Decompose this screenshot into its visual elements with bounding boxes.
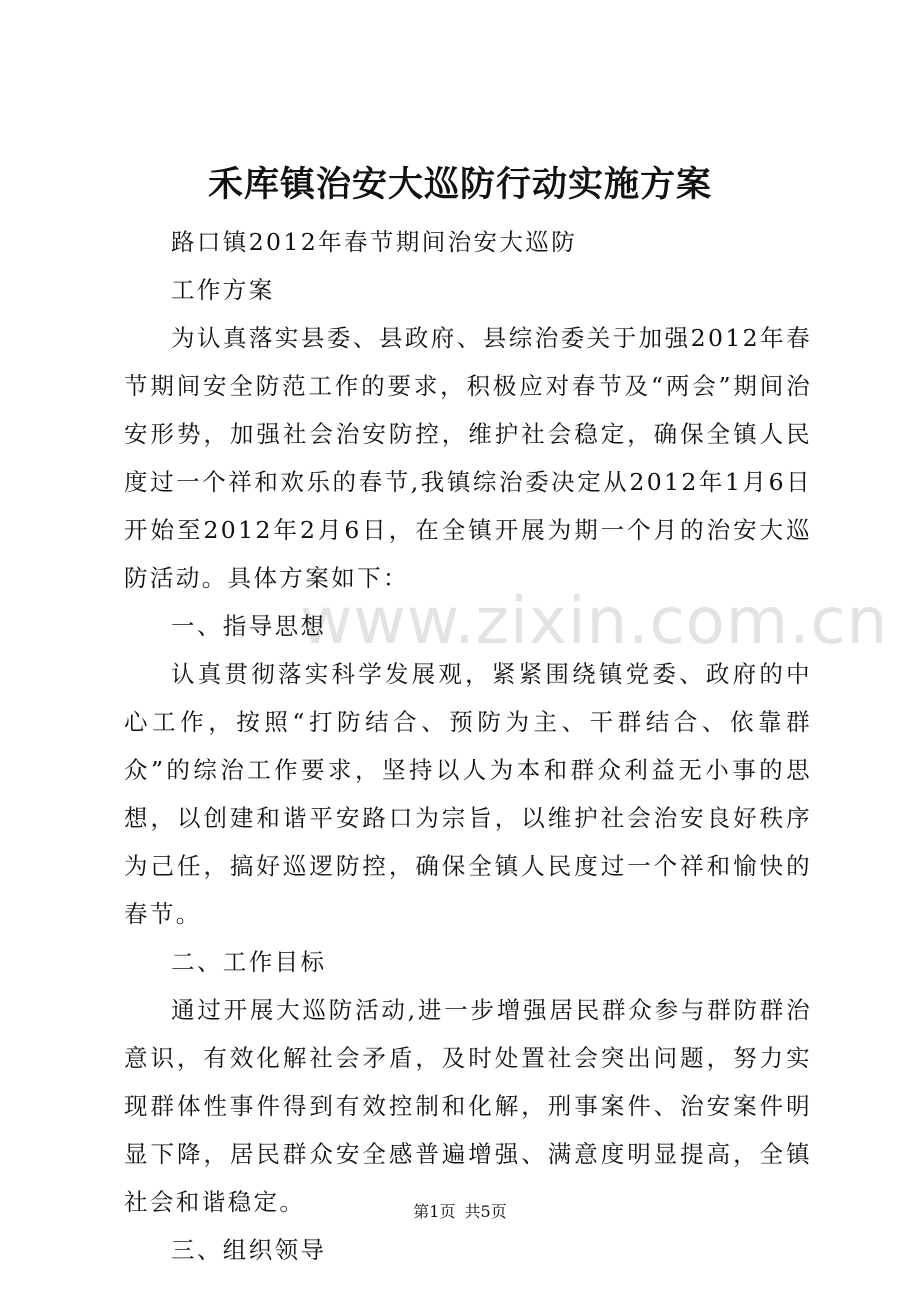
page-total: 共5页 xyxy=(464,1202,507,1221)
section-heading-3: 三、组织领导 xyxy=(171,1236,327,1264)
section-heading-2: 二、工作目标 xyxy=(171,948,327,976)
section-heading-1: 一、指导思想 xyxy=(171,612,327,640)
page-number: 第1页 xyxy=(413,1202,456,1221)
section-1-paragraph: 认真贯彻落实科学发展观，紧紧围绕镇党委、政府的中心工作，按照“打防结合、预防为主、干群结合、依靠群众”的综治工作要求，坚持以人为本和群众利益无小事的思想，以创建和谐平安路口为宗旨，以维护社会治安良好秩序为己任，搞好巡逻防控，确保全镇人民度过一个祥和愉快的春节。 xyxy=(124,660,812,928)
document-body xyxy=(124,218,812,1274)
intro-paragraph: 为认真落实县委、县政府、县综治委关于加强2012年春节期间安全防范工作的要求，积极应对春节及“两会”期间治安形势，加强社会治安防控，维护社会稳定，确保全镇人民度过一个祥和欢乐的春节,我镇综治委决定从2012年1月6日开始至2012年2月6日，在全镇开展为期一个月的治安大巡防活动。具体方案如下： xyxy=(124,324,812,592)
watermark: www.zixin.com.cn xyxy=(300,585,889,659)
document-title: 禾库镇治安大巡防行动实施方案 xyxy=(207,164,712,205)
subtitle-line-2: 工作方案 xyxy=(171,276,275,304)
subtitle-line-1: 路口镇2012年春节期间治安大巡防 xyxy=(171,228,578,256)
section-2-paragraph: 通过开展大巡防活动,进一步增强居民群众参与群防群治意识，有效化解社会矛盾，及时处置社会突出问题，努力实现群体性事件得到有效控制和化解，刑事案件、治安案件明显下降，居民群众安全感普遍增强、满意度明显提高，全镇社会和谐稳定。 xyxy=(124,996,812,1216)
